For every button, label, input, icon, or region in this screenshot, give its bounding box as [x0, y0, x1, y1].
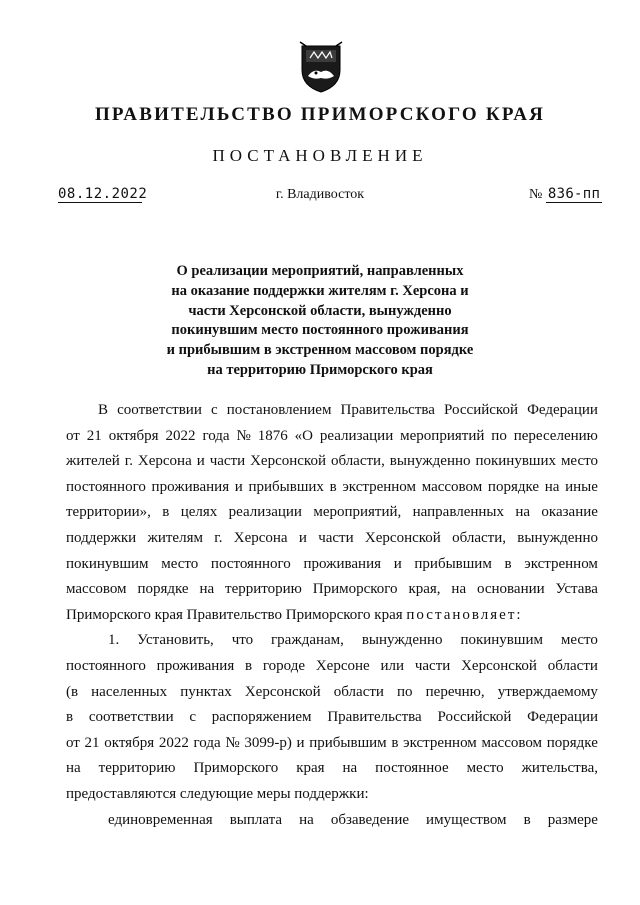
word: по	[491, 427, 507, 444]
word: переселению	[513, 427, 598, 444]
word: соответствии	[117, 402, 202, 418]
word: перечню,	[425, 683, 485, 700]
word: Устава	[555, 581, 598, 598]
word: или	[380, 657, 405, 674]
word: прибывших	[248, 478, 324, 495]
word: №	[225, 734, 240, 751]
word: «О	[294, 427, 313, 444]
word: Херсоне	[315, 657, 370, 674]
word: постановлением	[226, 402, 332, 418]
word: на	[66, 760, 81, 777]
word: массовом	[481, 734, 543, 751]
word: и	[296, 734, 305, 751]
word: области,	[330, 453, 385, 470]
document-subject	[0, 262, 640, 381]
word: место	[560, 453, 598, 470]
word: Приморского	[193, 760, 279, 777]
word: постоянного	[66, 657, 146, 674]
word: края	[296, 760, 325, 777]
word: реализации	[319, 427, 394, 444]
word: выплата	[229, 811, 283, 828]
word: населенных	[91, 683, 168, 700]
word: на	[199, 581, 215, 598]
number-value: 836-пп	[547, 186, 601, 202]
word: области,	[452, 529, 506, 546]
word: октября	[104, 734, 155, 751]
word: в	[504, 555, 512, 572]
word: 3099-р)	[244, 734, 292, 751]
document-date: 08.12.2022	[58, 186, 148, 202]
word: Херсонской	[461, 657, 537, 674]
word: покинувшим	[66, 555, 149, 572]
word: постоянного	[210, 555, 291, 572]
word: и	[234, 478, 243, 495]
body-line	[66, 577, 598, 603]
word: Херсонской	[364, 529, 441, 546]
body-line	[66, 808, 598, 834]
word: 2022	[158, 734, 189, 751]
body-line	[66, 628, 598, 654]
body-line	[66, 475, 598, 501]
body-line	[66, 731, 598, 757]
word: проживания	[156, 657, 235, 674]
word: территорию	[98, 760, 176, 777]
word: края,	[408, 581, 441, 598]
word: территории»,	[66, 504, 151, 521]
word: на	[342, 760, 358, 777]
word: соответствии	[88, 709, 174, 726]
document-number	[529, 186, 602, 203]
word: жительства,	[521, 760, 598, 777]
word: прибывшим	[414, 555, 492, 572]
word: с	[210, 402, 218, 418]
word: покинувшим	[460, 632, 543, 649]
word: Херсона	[137, 453, 192, 470]
word: поддержки	[66, 529, 137, 546]
word: городе	[262, 657, 306, 674]
word: порядке	[546, 734, 598, 751]
word: пунктах	[180, 683, 232, 700]
word: 21	[84, 734, 100, 751]
word: в	[245, 657, 253, 674]
word: 2022	[165, 427, 196, 444]
word: в	[162, 504, 170, 521]
word: имуществом	[426, 811, 507, 828]
word: области	[547, 657, 598, 674]
body-line	[66, 526, 598, 552]
word: вынужденно	[517, 529, 598, 546]
word: с	[189, 709, 197, 726]
document-body	[66, 398, 598, 833]
word: на	[544, 478, 560, 495]
word: части	[414, 657, 451, 674]
subject-line: части Херсонской области, вынужденно	[188, 302, 452, 319]
word: экстренном	[403, 734, 477, 751]
word: реализации	[228, 504, 302, 521]
word: Российской	[437, 709, 512, 726]
word: по	[397, 683, 413, 700]
word: в	[329, 478, 337, 495]
word: В	[98, 402, 109, 418]
word: вынужденно	[361, 632, 443, 649]
subject-line: на оказание поддержки жителям г. Херсона и	[171, 282, 469, 299]
word: покинувших	[475, 453, 556, 470]
number-sign: №	[529, 187, 543, 202]
word: экстренном	[342, 478, 417, 495]
word: Установить,	[137, 632, 214, 649]
word: мероприятий	[400, 427, 485, 444]
word: №	[236, 427, 251, 444]
body-line: предоставляются следующие меры поддержки:	[66, 785, 369, 802]
word: области	[333, 683, 384, 700]
word: оказание	[541, 504, 598, 521]
word: Херсона	[233, 529, 288, 546]
body-line	[66, 500, 598, 526]
word: экстренном	[524, 555, 598, 572]
word: на	[299, 811, 314, 828]
word: Российской	[444, 402, 518, 418]
word: Приморского	[312, 581, 398, 598]
word: порядке	[487, 478, 540, 495]
word: проживания	[303, 555, 382, 572]
word: утверждаемому	[497, 683, 598, 700]
word: 1876	[257, 427, 288, 444]
word: и	[393, 555, 402, 572]
word: 21	[86, 427, 102, 444]
word: Федерации	[527, 402, 598, 418]
word: г.	[124, 453, 133, 470]
word: территорию	[225, 581, 302, 598]
word: Правительства	[340, 402, 435, 418]
body-line	[66, 552, 598, 578]
word: октября	[108, 427, 159, 444]
word: проживания	[151, 478, 230, 495]
subject-line: О реализации мероприятий, направленных	[176, 263, 464, 279]
word: порядке	[137, 581, 189, 598]
word: на	[515, 504, 531, 521]
word: целях	[180, 504, 218, 521]
word: направленных	[412, 504, 504, 521]
word: части	[209, 453, 246, 470]
word: Херсонской	[250, 453, 326, 470]
word: и	[196, 453, 205, 470]
body-line	[66, 603, 598, 629]
word: от	[66, 427, 80, 444]
word: мероприятий,	[313, 504, 402, 521]
word: жителей	[66, 453, 120, 470]
subject-line: покинувшим место постоянного проживания	[171, 322, 469, 339]
body-line	[66, 680, 598, 706]
word: место	[161, 555, 199, 572]
word: основании	[476, 581, 545, 598]
coat-of-arms-emblem	[296, 40, 346, 94]
word: (в	[66, 683, 79, 700]
body-line	[66, 654, 598, 680]
word: от	[66, 734, 80, 751]
resolution-keyword: постановляет:	[406, 606, 523, 623]
subject-line: на территорию Приморского края	[207, 361, 433, 378]
document-type: ПОСТАНОВЛЕНИЕ	[212, 146, 428, 165]
word: прибывшим	[309, 734, 387, 751]
body-text-span: Приморского края Правительство Приморского края	[66, 606, 407, 623]
body-line	[66, 705, 598, 731]
word: жителям	[147, 529, 203, 546]
word: место	[560, 632, 598, 649]
word: массовом	[66, 581, 127, 598]
word: Федерации	[527, 709, 598, 726]
word: и	[298, 529, 307, 546]
word: в	[66, 709, 74, 726]
body-line	[66, 424, 598, 450]
body-line	[66, 398, 598, 424]
word: массовом	[421, 478, 483, 495]
word: что	[231, 632, 254, 649]
document-city: г. Владивосток	[275, 187, 365, 202]
word: Правительства	[327, 709, 422, 726]
word: в	[523, 811, 531, 828]
word: года	[193, 734, 221, 751]
word: распоряжением	[211, 709, 312, 726]
word: единовременная	[108, 811, 213, 828]
subject-line: и прибывшим в экстренном массовом порядке	[166, 342, 474, 359]
word: иные	[565, 478, 598, 495]
word: обзаведение	[330, 811, 409, 828]
government-title: ПРАВИТЕЛЬСТВО ПРИМОРСКОГО КРАЯ	[94, 104, 546, 125]
body-line	[66, 449, 598, 475]
word: вынужденно	[389, 453, 471, 470]
body-line	[66, 756, 598, 782]
word: на	[451, 581, 467, 598]
word: гражданам,	[271, 632, 344, 649]
word: постоянного	[66, 478, 146, 495]
word: года	[202, 427, 230, 444]
word: 1.	[108, 632, 120, 649]
word: размере	[547, 811, 598, 828]
word: в	[391, 734, 399, 751]
word: постоянное	[375, 760, 449, 777]
word: г.	[214, 529, 223, 546]
word: место	[466, 760, 504, 777]
word: Херсонской	[244, 683, 321, 700]
word: части	[318, 529, 354, 546]
